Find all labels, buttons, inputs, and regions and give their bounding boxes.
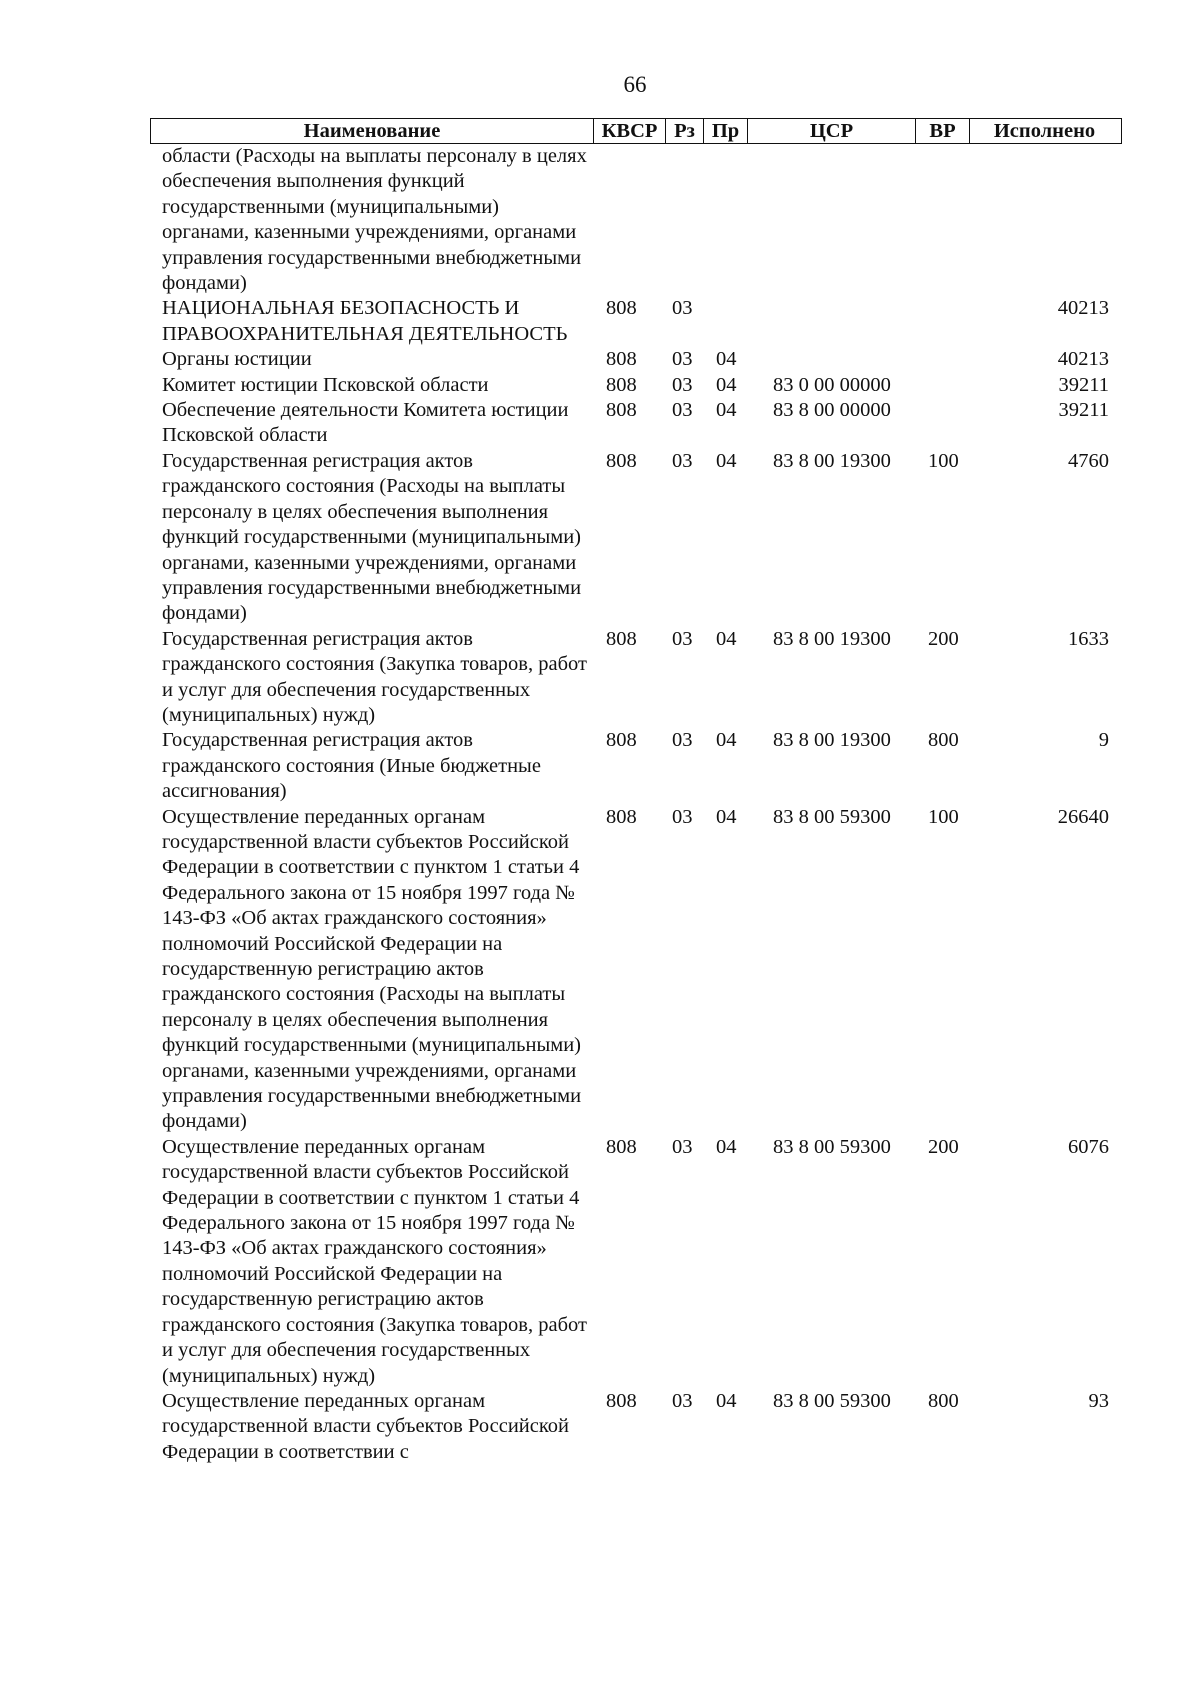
table-row (150, 1135, 1122, 1389)
cell-name: Осуществление переданных органам государственной власти субъектов Российской Федерации в соответствии с пунктом 1 статьи 4 Федерального закона от 15 ноября 1997 года № 143-ФЗ «Об актах гражданского состояния» полномочий Российской Федерации на государственную регистрацию актов гражданского состояния (Расходы на выплаты персоналу в целях обеспечения выполнения функций государственными (муниципальными) органами, казенными учреждениями, органами управления государственными внебюджетными фондами) (162, 805, 582, 1133)
cell-rz: 03 (672, 373, 693, 396)
cell-kvsr: 808 (606, 297, 637, 320)
cell-executed: 1633 (1068, 627, 1109, 650)
cell-rz: 03 (672, 805, 693, 828)
table-row (150, 728, 1122, 804)
cell-rz: 03 (672, 297, 693, 320)
cell-kvsr: 808 (606, 373, 637, 396)
cell-rz: 03 (672, 348, 693, 371)
cell-pr: 04 (716, 1389, 737, 1412)
budget-table (150, 118, 1122, 1465)
cell-name: Государственная регистрация актов гражданского состояния (Закупка товаров, работ и услуг для обеспечения государственных (муниципальных) нужд) (162, 627, 587, 726)
cell-csr: 83 0 00 00000 (773, 373, 891, 396)
cell-executed: 4760 (1068, 449, 1109, 472)
cell-name: Органы юстиции (162, 348, 312, 371)
cell-rz: 03 (672, 1389, 693, 1412)
cell-pr: 04 (716, 449, 737, 472)
cell-kvsr: 808 (606, 348, 637, 371)
table-row (150, 1389, 1122, 1465)
header-rz: Рз (665, 119, 703, 143)
table-row (150, 373, 1122, 398)
cell-executed: 39211 (1058, 373, 1109, 396)
table-row (150, 144, 1122, 296)
header-kvsr: КВСР (593, 119, 665, 143)
cell-csr: 83 8 00 19300 (773, 729, 891, 752)
cell-rz: 03 (672, 399, 693, 422)
cell-name: Государственная регистрация актов гражданского состояния (Расходы на выплаты персоналу в целях обеспечения выполнения функций государственными (муниципальными) органами, казенными учреждениями, органами управления государственными внебюджетными фондами) (162, 449, 582, 625)
cell-pr: 04 (716, 399, 737, 422)
cell-vr: 100 (928, 805, 959, 828)
page-number: 66 (623, 72, 647, 97)
header-csr: ЦСР (747, 119, 915, 143)
table-row (150, 805, 1122, 1135)
cell-rz: 03 (672, 449, 693, 472)
cell-name: Осуществление переданных органам государственной власти субъектов Российской Федерации в соответствии с (162, 1389, 570, 1463)
cell-rz: 03 (672, 729, 693, 752)
cell-pr: 04 (716, 627, 737, 650)
cell-vr: 800 (928, 1389, 959, 1412)
header-name: Наименование (303, 120, 441, 142)
cell-vr: 200 (928, 1135, 959, 1158)
cell-vr: 800 (928, 729, 959, 752)
cell-vr: 200 (928, 627, 959, 650)
cell-kvsr: 808 (606, 449, 637, 472)
table-row (150, 449, 1122, 627)
cell-pr: 04 (716, 1135, 737, 1158)
table-row (150, 398, 1122, 449)
table-row (150, 296, 1122, 347)
cell-name: Осуществление переданных органам государственной власти субъектов Российской Федерации в соответствии с пунктом 1 статьи 4 Федерального закона от 15 ноября 1997 года № 143-ФЗ «Об актах гражданского состояния» полномочий Российской Федерации на государственную регистрацию актов гражданского состояния (Закупка товаров, работ и услуг для обеспечения государственных (муниципальных) нужд) (162, 1135, 587, 1387)
cell-executed: 93 (1088, 1389, 1109, 1412)
cell-name: области (Расходы на выплаты персоналу в целях обеспечения выполнения функций государственными (муниципальными) органами, казенными учреждениями, органами управления государственными внебюджетными фондами) (162, 145, 587, 295)
cell-executed: 40213 (1057, 348, 1109, 371)
cell-rz: 03 (672, 627, 693, 650)
header-executed: Исполнено (969, 119, 1119, 143)
header-vr: ВР (915, 119, 969, 143)
cell-kvsr: 808 (606, 729, 637, 752)
cell-executed: 26640 (1057, 805, 1109, 828)
cell-csr: 83 8 00 19300 (773, 627, 891, 650)
cell-csr: 83 8 00 19300 (773, 449, 891, 472)
cell-csr: 83 8 00 00000 (773, 399, 891, 422)
cell-name: Государственная регистрация актов гражданского состояния (Иные бюджетные ассигнования) (162, 729, 541, 803)
cell-rz: 03 (672, 1135, 693, 1158)
cell-name: Обеспечение деятельности Комитета юстиции Псковской области (162, 399, 569, 447)
cell-vr: 100 (928, 449, 959, 472)
cell-kvsr: 808 (606, 1389, 637, 1412)
table-header (150, 118, 1122, 144)
cell-name: НАЦИОНАЛЬНАЯ БЕЗОПАСНОСТЬ И ПРАВООХРАНИТЕЛЬНАЯ ДЕЯТЕЛЬНОСТЬ (162, 297, 568, 345)
cell-kvsr: 808 (606, 805, 637, 828)
cell-pr: 04 (716, 373, 737, 396)
table-body (150, 144, 1122, 1465)
cell-pr: 04 (716, 348, 737, 371)
cell-kvsr: 808 (606, 627, 637, 650)
cell-executed: 39211 (1058, 399, 1109, 422)
cell-csr: 83 8 00 59300 (773, 805, 891, 828)
cell-pr: 04 (716, 729, 737, 752)
cell-executed: 40213 (1057, 297, 1109, 320)
cell-kvsr: 808 (606, 1135, 637, 1158)
table-row (150, 627, 1122, 729)
table-row (150, 347, 1122, 372)
cell-kvsr: 808 (606, 399, 637, 422)
header-pr: Пр (703, 119, 747, 143)
cell-executed: 6076 (1068, 1135, 1109, 1158)
cell-executed: 9 (1098, 729, 1109, 752)
cell-pr: 04 (716, 805, 737, 828)
cell-name: Комитет юстиции Псковской области (162, 373, 489, 396)
cell-csr: 83 8 00 59300 (773, 1135, 891, 1158)
cell-csr: 83 8 00 59300 (773, 1389, 891, 1412)
